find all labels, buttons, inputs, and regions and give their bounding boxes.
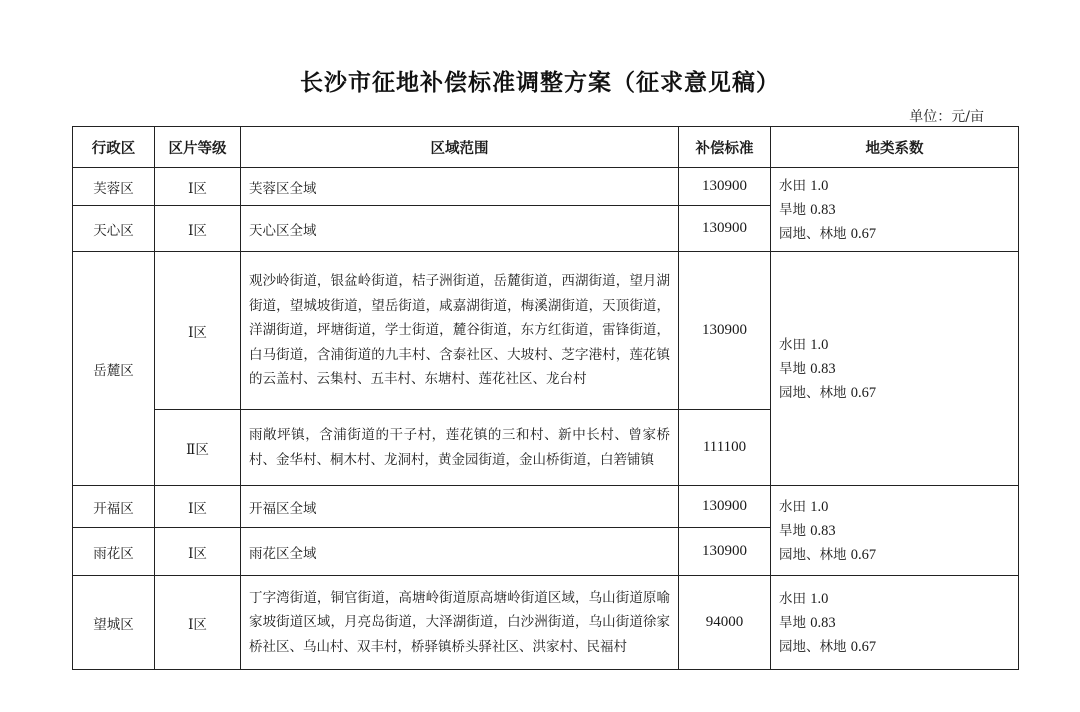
header-coefficient: 地类系数 — [771, 127, 1019, 168]
zone-cell: Ⅰ区 — [155, 252, 241, 410]
header-zone: 区片等级 — [155, 127, 241, 168]
scope-cell: 开福区全域 — [241, 486, 679, 528]
header-standard: 补偿标准 — [679, 127, 771, 168]
unit-label: 单位：元/亩 — [909, 109, 984, 125]
coef-paddy: 水田 1.0 — [779, 590, 829, 607]
district-cell: 雨花区 — [73, 528, 155, 576]
district-cell: 岳麓区 — [73, 252, 155, 486]
compensation-table — [72, 126, 1019, 670]
coef-dry: 旱地 0.83 — [779, 360, 836, 377]
zone-cell: Ⅰ区 — [155, 576, 241, 670]
document-title: 长沙市征地补偿标准调整方案（征求意见稿） — [300, 70, 780, 96]
header-scope: 区域范围 — [241, 127, 679, 168]
coefficient-cell — [771, 252, 1019, 486]
coef-garden: 园地、林地 0.67 — [779, 225, 877, 242]
coef-dry: 旱地 0.83 — [779, 614, 836, 631]
zone-cell: Ⅰ区 — [155, 168, 241, 206]
zone-cell: Ⅱ区 — [155, 410, 241, 486]
scope-cell: 丁字湾街道，铜官街道，高塘岭街道原高塘岭街道区域，乌山街道原喻家坡街道区域，月亮岛街道，大泽湖街道，白沙洲街道，乌山街道徐家桥社区、乌山村、双丰村，桥驿镇桥头驿社区、洪家村、民福村 — [241, 576, 679, 670]
table-row — [73, 486, 1019, 528]
scope-cell: 芙蓉区全域 — [241, 168, 679, 206]
coefficient-cell — [771, 486, 1019, 576]
coef-garden: 园地、林地 0.67 — [779, 384, 877, 401]
standard-cell: 94000 — [679, 576, 771, 670]
zone-cell: Ⅰ区 — [155, 486, 241, 528]
coef-paddy: 水田 1.0 — [779, 336, 829, 353]
header-district: 行政区 — [73, 127, 155, 168]
scope-cell: 雨花区全域 — [241, 528, 679, 576]
coef-paddy: 水田 1.0 — [779, 498, 829, 515]
scope-cell: 天心区全域 — [241, 206, 679, 252]
standard-cell: 130900 — [679, 168, 771, 206]
district-cell: 天心区 — [73, 206, 155, 252]
standard-cell: 111100 — [679, 410, 771, 486]
coef-paddy: 水田 1.0 — [779, 177, 829, 194]
coef-garden: 园地、林地 0.67 — [779, 546, 877, 563]
coefficient-cell — [771, 576, 1019, 670]
district-cell: 开福区 — [73, 486, 155, 528]
standard-cell: 130900 — [679, 206, 771, 252]
zone-cell: Ⅰ区 — [155, 206, 241, 252]
district-cell: 望城区 — [73, 576, 155, 670]
coef-garden: 园地、林地 0.67 — [779, 638, 877, 655]
table-row — [73, 576, 1019, 670]
coef-dry: 旱地 0.83 — [779, 522, 836, 539]
district-cell: 芙蓉区 — [73, 168, 155, 206]
coefficient-cell — [771, 168, 1019, 252]
table-header-row — [73, 127, 1019, 168]
scope-cell: 雨敞坪镇，含浦街道的干子村，莲花镇的三和村、新中长村、曾家桥村、金华村、桐木村、龙洞村，黄金园街道，金山桥街道，白箬铺镇 — [241, 410, 679, 486]
table-row — [73, 168, 1019, 206]
scope-cell: 观沙岭街道，银盆岭街道，桔子洲街道，岳麓街道，西湖街道，望月湖街道，望城坡街道，望岳街道，咸嘉湖街道，梅溪湖街道，天顶街道，洋湖街道，坪塘街道，学士街道，麓谷街道，东方红街道，雷锋街道，白马街道，含浦街道的九丰村、含泰社区、大坡村、芝字港村，莲花镇的云盖村、云集村、五丰村、东塘村、莲花社区、龙台村 — [241, 252, 679, 410]
table-row — [73, 252, 1019, 410]
standard-cell: 130900 — [679, 528, 771, 576]
standard-cell: 130900 — [679, 252, 771, 410]
coef-dry: 旱地 0.83 — [779, 201, 836, 218]
standard-cell: 130900 — [679, 486, 771, 528]
zone-cell: Ⅰ区 — [155, 528, 241, 576]
